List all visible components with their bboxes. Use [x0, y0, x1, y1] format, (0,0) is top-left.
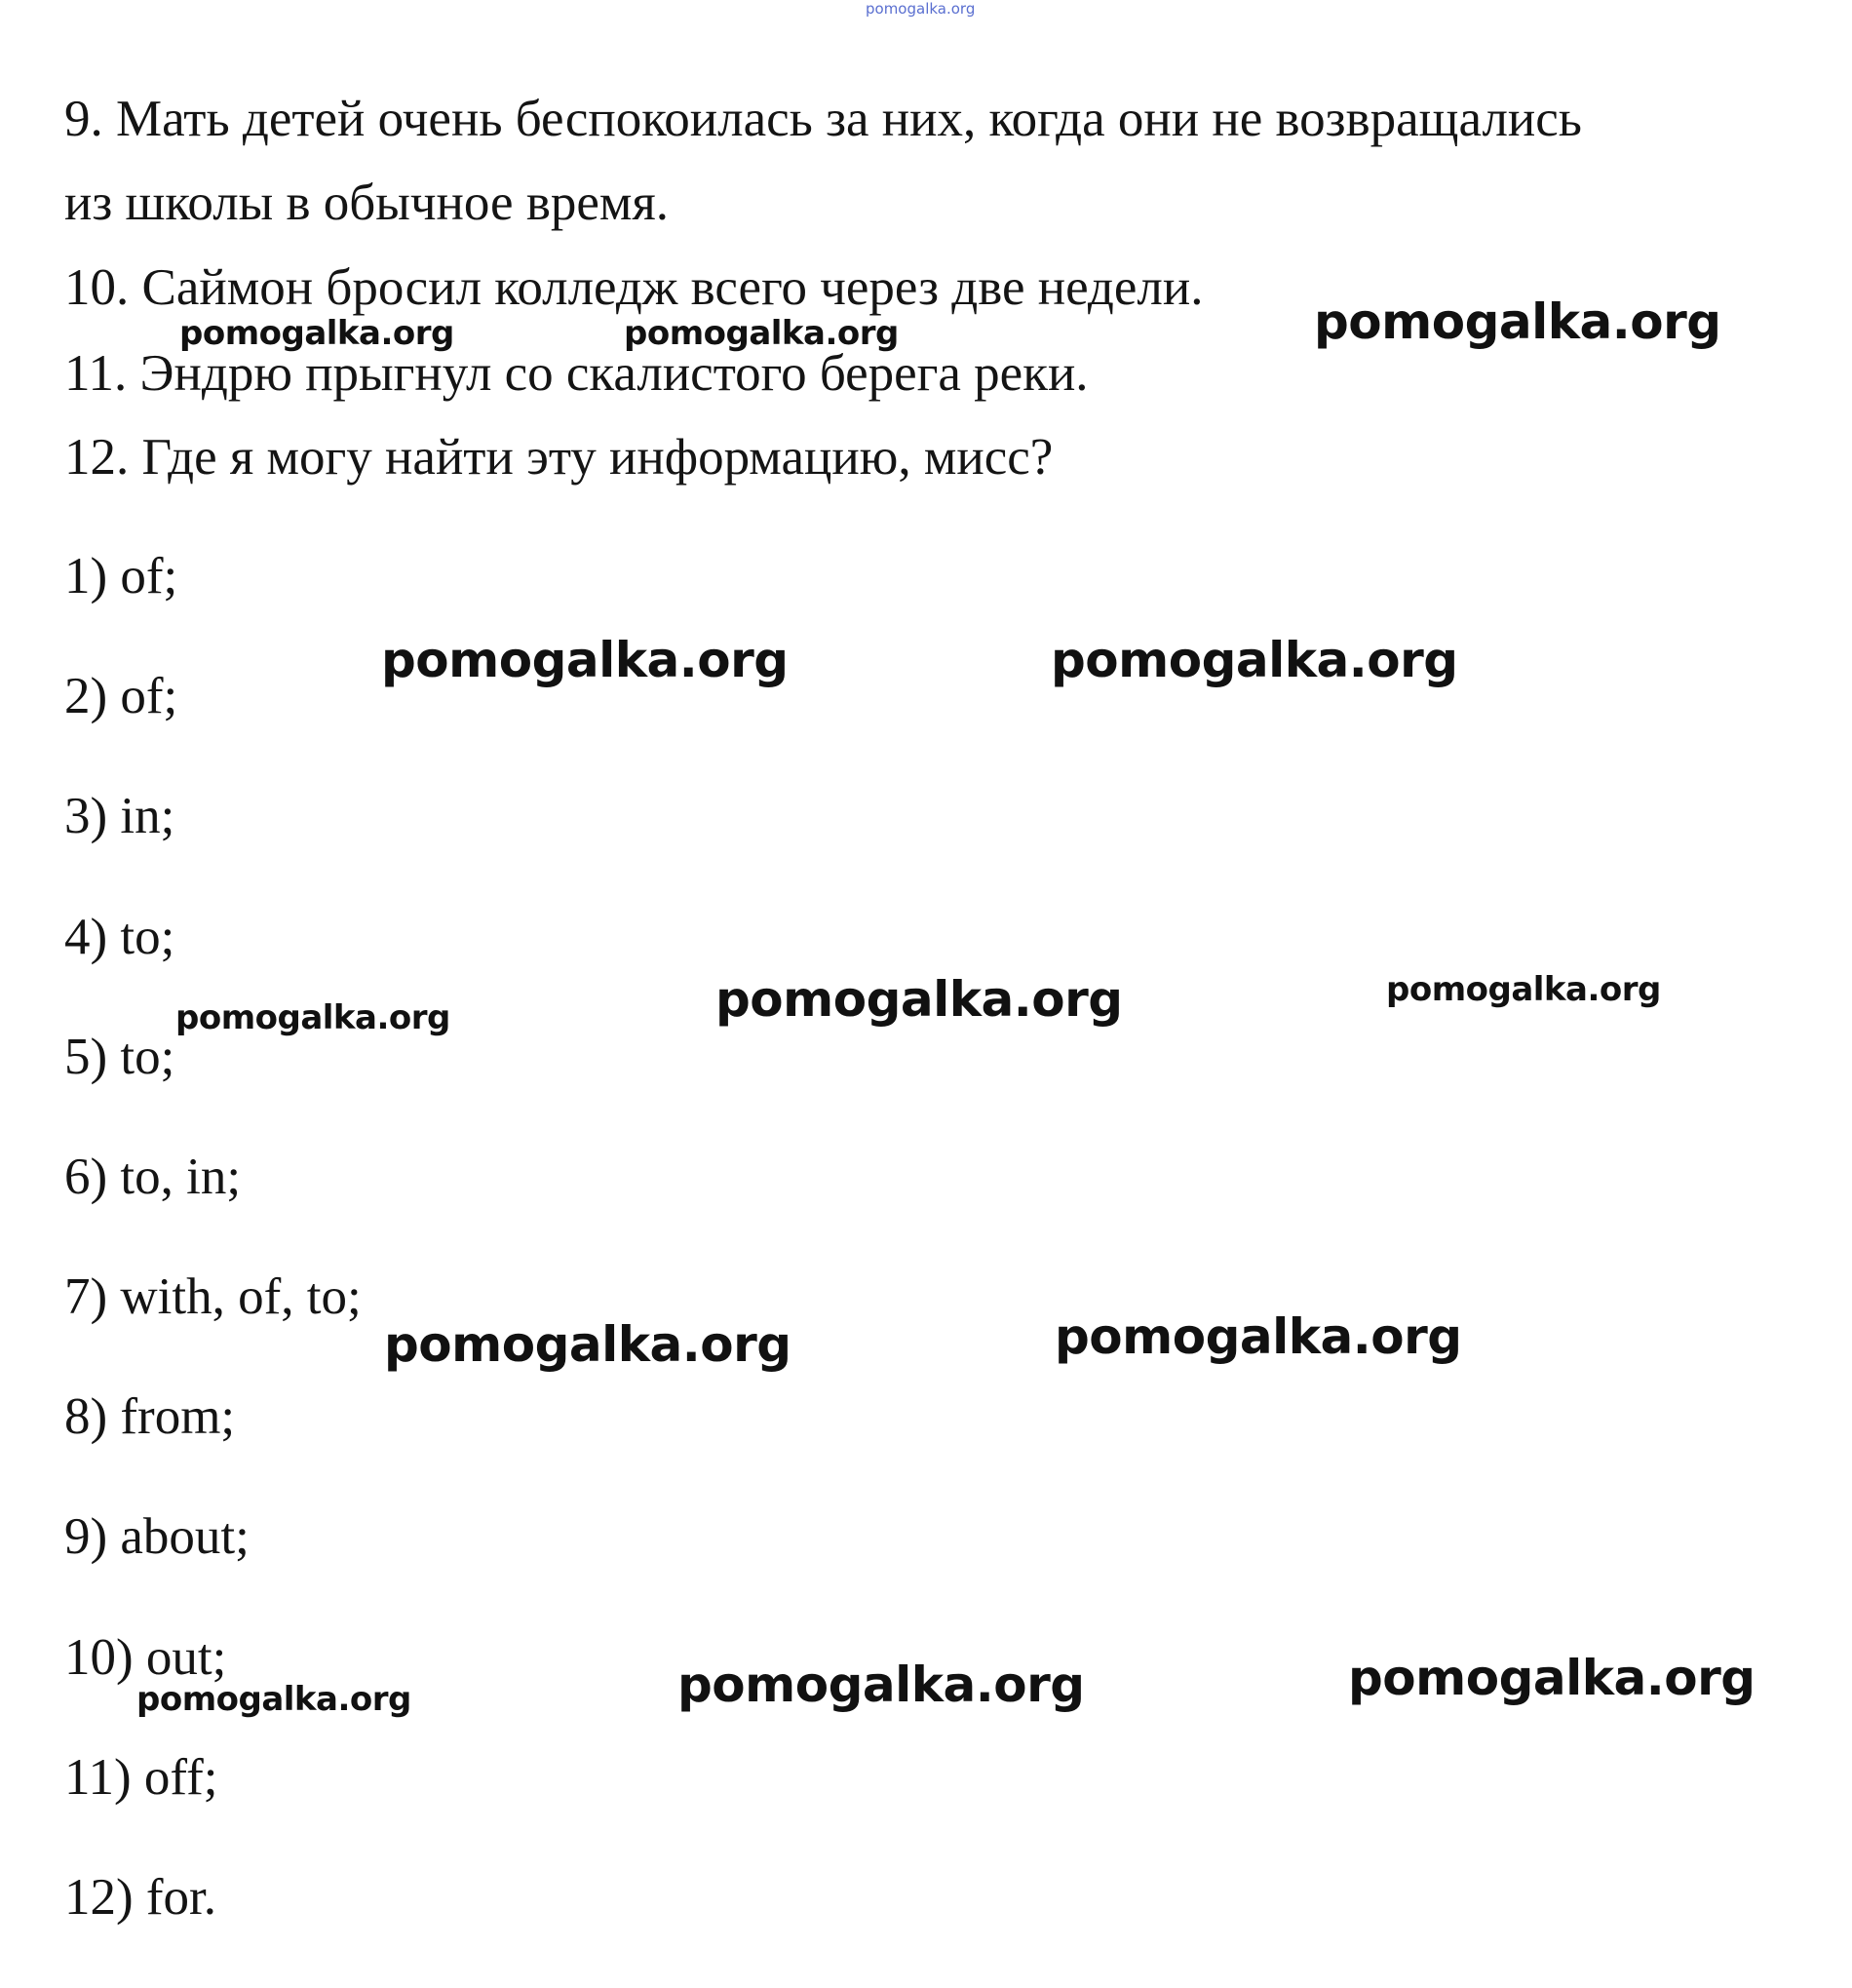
watermark: pomogalka.org [1386, 970, 1661, 1009]
watermark: pomogalka.org [384, 1316, 791, 1373]
sentence-9-line-1: 9. Мать детей очень беспокоилась за них, когда они не возвращались [64, 91, 1582, 147]
sentence-10: 10. Саймон бросил колледж всего через две недели. [64, 259, 1204, 316]
answer-5: 5) to; [64, 1029, 175, 1085]
answer-10: 10) out; [64, 1629, 227, 1686]
answer-8: 8) from; [64, 1388, 236, 1445]
answer-6: 6) to, in; [64, 1149, 242, 1205]
watermark-top: pomogalka.org [866, 0, 976, 18]
answer-12: 12) for. [64, 1869, 217, 1926]
watermark: pomogalka.org [381, 632, 789, 688]
watermark: pomogalka.org [1314, 293, 1721, 350]
answer-3: 3) in; [64, 788, 175, 844]
sentence-9-line-2: из школы в обычное время. [64, 175, 670, 231]
watermark: pomogalka.org [175, 998, 450, 1037]
watermark: pomogalka.org [677, 1657, 1085, 1713]
answer-1: 1) of; [64, 548, 178, 604]
answer-7: 7) with, of, to; [64, 1268, 362, 1325]
sentence-11: 11. Эндрю прыгнул со скалистого берега реки. [64, 345, 1089, 402]
answer-4: 4) to; [64, 909, 175, 965]
watermark: pomogalka.org [715, 971, 1123, 1028]
watermark: pomogalka.org [1348, 1650, 1756, 1706]
watermark: pomogalka.org [179, 314, 454, 353]
watermark: pomogalka.org [136, 1680, 411, 1719]
watermark: pomogalka.org [624, 314, 899, 353]
answer-9: 9) about; [64, 1508, 250, 1565]
answer-11: 11) off; [64, 1749, 218, 1806]
sentence-12: 12. Где я могу найти эту информацию, мисс? [64, 429, 1054, 486]
watermark: pomogalka.org [1051, 632, 1458, 688]
watermark: pomogalka.org [1055, 1308, 1462, 1365]
answer-2: 2) of; [64, 668, 178, 724]
